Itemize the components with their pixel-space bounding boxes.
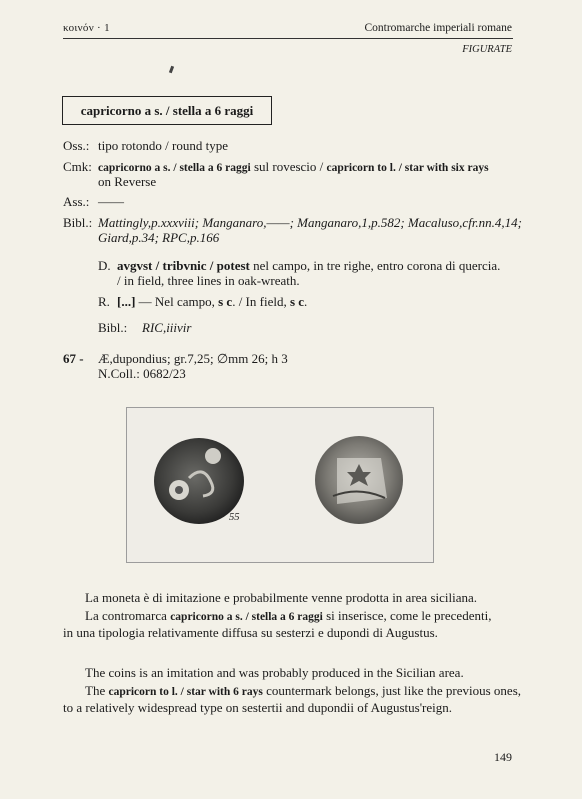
cmk-label: Cmk: — [63, 159, 92, 174]
commentary-en-2a: The — [85, 683, 109, 698]
coin-photo — [127, 408, 433, 562]
coin-photo-frame — [126, 407, 434, 563]
section-label: FIGURATE — [462, 44, 512, 55]
cmk-italian: capricorno a s. / stella a 6 raggi — [98, 162, 251, 174]
commentary-it-2a: La contromarca — [85, 608, 171, 623]
cmk-mid: sul rovescio / — [250, 159, 327, 174]
entry-number: 67 - — [63, 351, 84, 366]
bibl-line1: Mattingly,p.xxxviii; Manganaro,——; Manganaro,1,p.582; Macaluso,cfr.nn.4,14; — [98, 215, 523, 230]
reverse-desc-b: . / In field, — [232, 294, 290, 309]
commentary-en-2c: to a relatively widespread type on sestertii and dupondii of Augustus'reign. — [63, 700, 453, 715]
reverse-sc-it: s c — [218, 294, 233, 309]
countermark-title-box: capricorno a s. / stella a 6 raggi — [62, 96, 272, 125]
obverse-legend: avgvst / tribvnic / potest — [117, 258, 250, 273]
obverse-desc: nel campo, in tre righe, entro corona di quercia. — [249, 258, 501, 273]
oss-label: Oss.: — [63, 138, 90, 153]
page-number: 149 — [494, 750, 512, 764]
commentary-en-1: The coins is an imitation and was probably produced in the Sicilian area. — [85, 665, 464, 680]
entry-collection: N.Coll.: 0682/23 — [98, 366, 186, 381]
obverse-desc-en: / in field, three lines in oak-wreath. — [117, 273, 300, 288]
cmk-text — [98, 159, 489, 176]
commentary-it-countermark: capricorno a s. / stella a 6 raggi — [170, 611, 323, 623]
commentary-it-2b: si inserisce, come le precedenti, — [322, 608, 492, 623]
obverse-text — [117, 258, 500, 273]
cmk-line2: on Reverse — [98, 174, 157, 189]
reverse-desc-a: — Nel campo, — [135, 294, 219, 309]
ass-text: —— — [98, 194, 124, 209]
bibl2-label: Bibl.: — [98, 320, 128, 335]
entry-specs: Æ,dupondius; gr.7,25; ∅mm 26; h 3 — [98, 351, 288, 366]
reverse-sc-en: s c — [289, 294, 305, 309]
bibl-label: Bibl.: — [63, 215, 93, 230]
obverse-label: D. — [98, 258, 111, 273]
print-speck — [169, 66, 174, 74]
reverse-coin — [315, 436, 403, 524]
reverse-label: R. — [98, 294, 110, 309]
cmk-english: capricorn to l. / star with six rays — [326, 162, 489, 174]
bibl-line2: Giard,p.34; RPC,p.166 — [98, 230, 220, 245]
reverse-text — [117, 294, 307, 309]
reverse-legend: [...] — [117, 294, 136, 309]
commentary-it-1: La moneta è di imitazione e probabilmente venne prodotta in area siciliana. — [85, 590, 478, 605]
bibl2-text: RIC,iiivir — [142, 320, 192, 335]
commentary-en-2 — [63, 683, 521, 716]
commentary-it-2c: in una tipologia relativamente diffusa su sesterzi e dupondi di Augustus. — [63, 625, 438, 640]
commentary-en-2b: countermark belongs, just like the previous ones, — [262, 683, 521, 698]
reverse-desc-c: . — [304, 294, 308, 309]
commentary-it-2 — [63, 608, 513, 641]
oss-text: tipo rotondo / round type — [98, 138, 228, 153]
commentary-en-countermark: capricorn to l. / star with 6 rays — [108, 686, 263, 698]
running-header-right: Contromarche imperiali romane — [364, 22, 512, 34]
ass-label: Ass.: — [63, 194, 90, 209]
header-rule — [63, 38, 513, 39]
running-header-left: κοινόν · 1 — [63, 22, 110, 34]
photo-caption: 55 — [229, 512, 240, 523]
